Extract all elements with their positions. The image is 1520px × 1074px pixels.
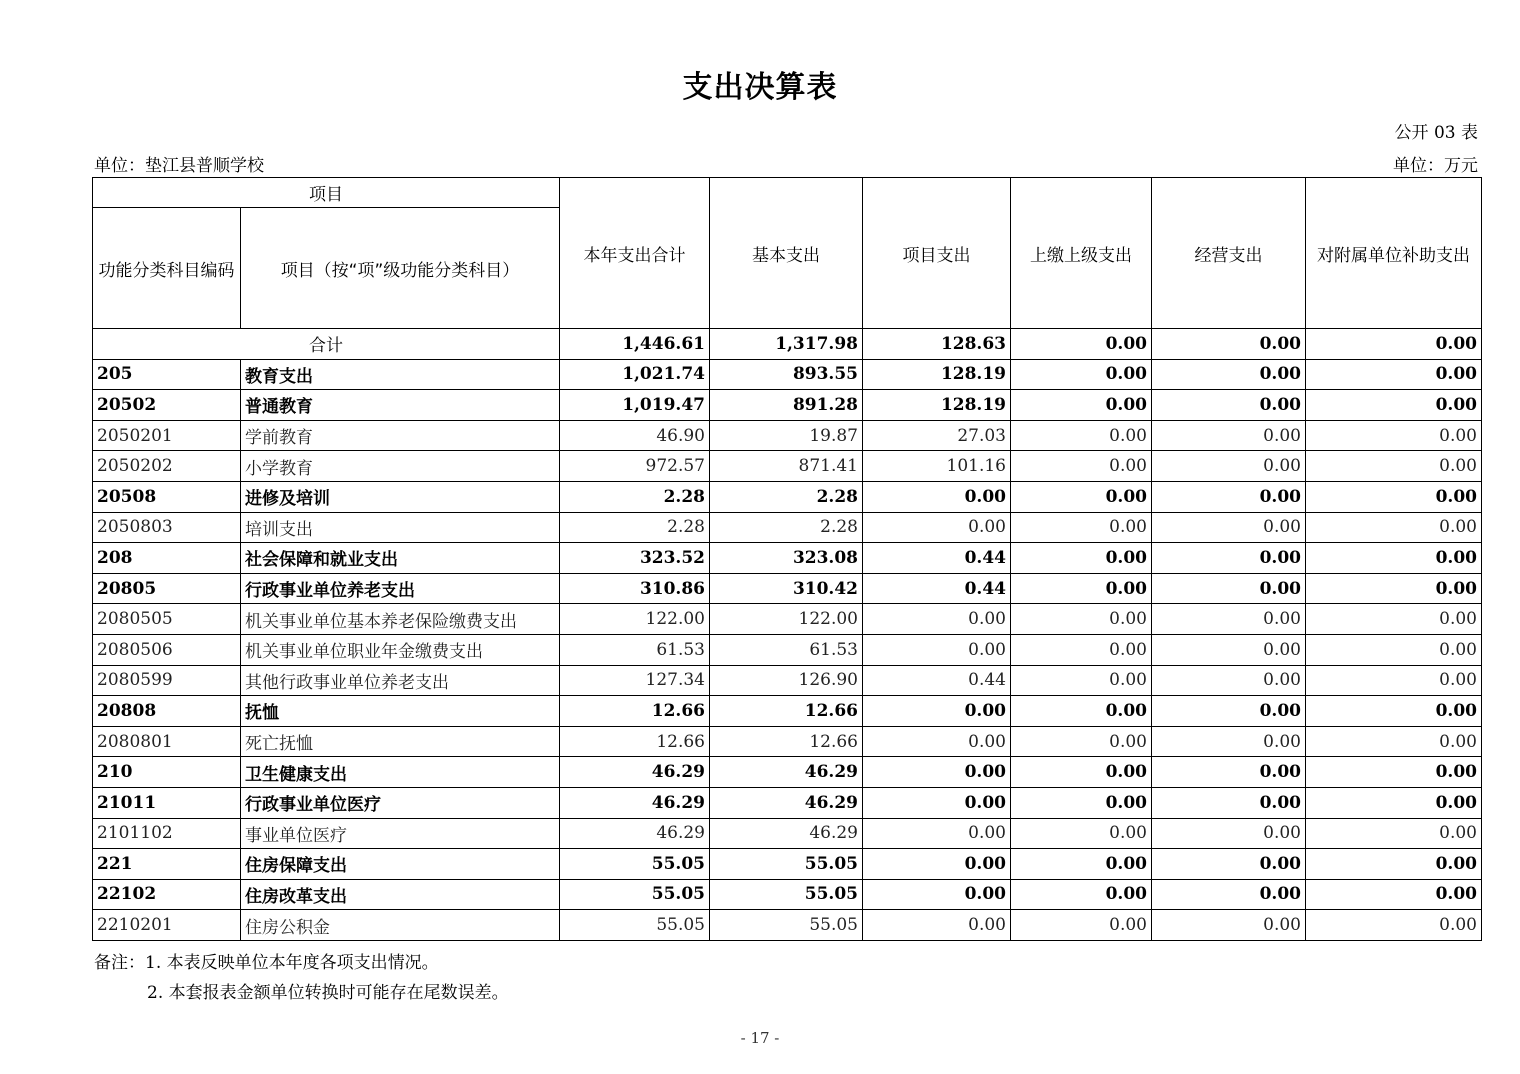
row-value-cell: 12.66 — [710, 726, 863, 757]
row-value-cell: 0.00 — [1152, 451, 1306, 482]
row-value-cell: 55.05 — [710, 910, 863, 941]
row-value-cell: 0.00 — [1152, 512, 1306, 543]
row-value-cell: 2.28 — [710, 512, 863, 543]
table-row — [93, 665, 1482, 696]
table-row — [93, 726, 1482, 757]
row-value-cell: 310.42 — [710, 573, 863, 604]
row-value-cell: 0.00 — [1152, 665, 1306, 696]
table-row — [93, 451, 1482, 482]
row-value-cell: 0.00 — [1011, 879, 1152, 910]
row-value-cell: 12.66 — [710, 696, 863, 727]
row-value-cell: 55.05 — [710, 879, 863, 910]
row-value-cell: 46.29 — [560, 757, 710, 788]
row-name: 行政事业单位养老支出 — [241, 573, 560, 604]
row-value-cell: 0.00 — [1306, 359, 1482, 390]
total-cell: 0.00 — [1306, 329, 1482, 360]
header-subsidy: 对附属单位补助支出 — [1306, 178, 1482, 329]
row-value-cell: 2.28 — [560, 481, 710, 512]
row-value-cell: 126.90 — [710, 665, 863, 696]
row-name: 进修及培训 — [241, 481, 560, 512]
row-value-cell: 0.00 — [1011, 604, 1152, 635]
row-name: 教育支出 — [241, 359, 560, 390]
row-value-cell: 310.86 — [560, 573, 710, 604]
row-value-cell: 0.00 — [863, 879, 1011, 910]
row-value-cell: 0.00 — [863, 481, 1011, 512]
row-value-cell: 0.00 — [1306, 420, 1482, 451]
row-value-cell: 0.00 — [863, 757, 1011, 788]
table-row — [93, 512, 1482, 543]
row-value-cell: 0.00 — [1152, 787, 1306, 818]
row-value-cell: 122.00 — [710, 604, 863, 635]
table-row — [93, 634, 1482, 665]
row-value-cell: 0.00 — [1306, 879, 1482, 910]
expenditure-table — [92, 177, 1482, 941]
row-value-cell: 0.00 — [1152, 818, 1306, 849]
table-row — [93, 696, 1482, 727]
row-value-cell: 128.19 — [863, 359, 1011, 390]
row-value-cell: 0.00 — [1306, 787, 1482, 818]
note-line-1: 备注：1. 本表反映单位本年度各项支出情况。 — [94, 953, 439, 973]
header-basic: 基本支出 — [710, 178, 863, 329]
row-value-cell: 55.05 — [560, 849, 710, 880]
row-value-cell: 19.87 — [710, 420, 863, 451]
row-name: 学前教育 — [241, 420, 560, 451]
note-line-2: 2. 本套报表金额单位转换时可能存在尾数误差。 — [147, 983, 509, 1003]
row-code: 20808 — [93, 696, 241, 727]
organization-unit: 单位：垫江县普顺学校 — [94, 156, 264, 176]
row-value-cell: 1,021.74 — [560, 359, 710, 390]
row-value-cell: 0.00 — [1011, 910, 1152, 941]
row-value-cell: 0.00 — [1011, 665, 1152, 696]
row-code: 20805 — [93, 573, 241, 604]
page-title: 支出决算表 — [682, 70, 838, 105]
row-value-cell: 0.00 — [863, 849, 1011, 880]
row-value-cell: 0.00 — [1152, 420, 1306, 451]
row-value-cell: 0.00 — [1011, 726, 1152, 757]
row-value-cell: 0.00 — [863, 634, 1011, 665]
row-value-cell: 127.34 — [560, 665, 710, 696]
row-value-cell: 0.00 — [1306, 573, 1482, 604]
row-name: 机关事业单位职业年金缴费支出 — [241, 634, 560, 665]
row-value-cell: 46.29 — [710, 787, 863, 818]
row-value-cell: 61.53 — [560, 634, 710, 665]
row-value-cell: 0.00 — [863, 818, 1011, 849]
row-name: 住房公积金 — [241, 910, 560, 941]
row-code: 2050803 — [93, 512, 241, 543]
row-code: 205 — [93, 359, 241, 390]
table-row — [93, 910, 1482, 941]
row-value-cell: 0.00 — [863, 604, 1011, 635]
row-value-cell: 61.53 — [710, 634, 863, 665]
row-value-cell: 46.29 — [560, 818, 710, 849]
row-value-cell: 128.19 — [863, 390, 1011, 421]
table-row — [93, 420, 1482, 451]
total-label: 合计 — [93, 329, 560, 360]
table-row — [93, 573, 1482, 604]
row-value-cell: 0.00 — [1152, 726, 1306, 757]
row-value-cell: 0.00 — [1011, 543, 1152, 574]
row-value-cell: 0.00 — [1306, 696, 1482, 727]
row-value-cell: 0.00 — [1011, 787, 1152, 818]
table-row — [93, 818, 1482, 849]
row-value-cell: 323.08 — [710, 543, 863, 574]
row-value-cell: 122.00 — [560, 604, 710, 635]
row-value-cell: 46.29 — [560, 787, 710, 818]
row-value-cell: 0.00 — [1152, 604, 1306, 635]
row-value-cell: 12.66 — [560, 726, 710, 757]
row-value-cell: 0.00 — [1306, 634, 1482, 665]
total-row — [93, 329, 1482, 360]
row-name: 社会保障和就业支出 — [241, 543, 560, 574]
row-name: 抚恤 — [241, 696, 560, 727]
row-value-cell: 0.00 — [1306, 726, 1482, 757]
row-code: 2080599 — [93, 665, 241, 696]
row-value-cell: 0.00 — [1306, 849, 1482, 880]
row-value-cell: 0.00 — [863, 696, 1011, 727]
header-upper-level: 上缴上级支出 — [1011, 178, 1152, 329]
row-value-cell: 972.57 — [560, 451, 710, 482]
row-value-cell: 0.00 — [1011, 573, 1152, 604]
row-name: 卫生健康支出 — [241, 757, 560, 788]
row-code: 21011 — [93, 787, 241, 818]
row-value-cell: 0.00 — [1306, 512, 1482, 543]
row-value-cell: 0.00 — [863, 726, 1011, 757]
row-value-cell: 0.00 — [1306, 481, 1482, 512]
total-cell: 128.63 — [863, 329, 1011, 360]
row-value-cell: 55.05 — [560, 910, 710, 941]
row-name: 住房改革支出 — [241, 879, 560, 910]
table-row — [93, 604, 1482, 635]
page-number: - 17 - — [740, 1029, 780, 1047]
row-value-cell: 27.03 — [863, 420, 1011, 451]
row-value-cell: 0.00 — [863, 910, 1011, 941]
row-value-cell: 0.00 — [1306, 665, 1482, 696]
row-code: 2080505 — [93, 604, 241, 635]
row-value-cell: 0.44 — [863, 573, 1011, 604]
total-cell: 0.00 — [1011, 329, 1152, 360]
row-value-cell: 46.29 — [710, 757, 863, 788]
row-value-cell: 0.00 — [1152, 849, 1306, 880]
row-code: 208 — [93, 543, 241, 574]
total-cell: 1,446.61 — [560, 329, 710, 360]
row-code: 210 — [93, 757, 241, 788]
header-code: 功能分类科目编码 — [93, 208, 241, 329]
row-name: 行政事业单位医疗 — [241, 787, 560, 818]
row-value-cell: 55.05 — [560, 879, 710, 910]
row-value-cell: 46.29 — [710, 818, 863, 849]
row-value-cell: 0.44 — [863, 665, 1011, 696]
row-code: 2101102 — [93, 818, 241, 849]
row-value-cell: 0.00 — [1011, 849, 1152, 880]
row-value-cell: 2.28 — [710, 481, 863, 512]
table-row — [93, 481, 1482, 512]
row-value-cell: 0.00 — [863, 787, 1011, 818]
row-value-cell: 0.00 — [863, 512, 1011, 543]
row-value-cell: 0.00 — [1152, 573, 1306, 604]
row-name: 机关事业单位基本养老保险缴费支出 — [241, 604, 560, 635]
row-value-cell: 0.00 — [1152, 543, 1306, 574]
row-value-cell: 0.00 — [1306, 543, 1482, 574]
header-project: 项目 — [93, 178, 560, 208]
row-value-cell: 0.00 — [1152, 879, 1306, 910]
table-row — [93, 849, 1482, 880]
row-name: 住房保障支出 — [241, 849, 560, 880]
row-value-cell: 0.00 — [1306, 818, 1482, 849]
header-name: 项目（按“项”级功能分类科目） — [241, 208, 560, 329]
notes — [94, 948, 509, 1008]
row-name: 死亡抚恤 — [241, 726, 560, 757]
row-value-cell: 46.90 — [560, 420, 710, 451]
header-total: 本年支出合计 — [560, 178, 710, 329]
row-value-cell: 0.00 — [1011, 696, 1152, 727]
row-value-cell: 0.00 — [1011, 818, 1152, 849]
row-value-cell: 893.55 — [710, 359, 863, 390]
row-value-cell: 0.00 — [1152, 634, 1306, 665]
row-code: 22102 — [93, 879, 241, 910]
row-code: 2210201 — [93, 910, 241, 941]
row-value-cell: 0.00 — [1011, 634, 1152, 665]
total-cell: 0.00 — [1152, 329, 1306, 360]
row-name: 普通教育 — [241, 390, 560, 421]
row-name: 事业单位医疗 — [241, 818, 560, 849]
row-value-cell: 0.00 — [1011, 757, 1152, 788]
row-value-cell: 0.00 — [1011, 512, 1152, 543]
row-value-cell: 0.00 — [1011, 359, 1152, 390]
row-value-cell: 871.41 — [710, 451, 863, 482]
row-value-cell: 0.00 — [1011, 420, 1152, 451]
row-value-cell: 0.00 — [1306, 757, 1482, 788]
row-value-cell: 12.66 — [560, 696, 710, 727]
row-code: 2080801 — [93, 726, 241, 757]
row-code: 221 — [93, 849, 241, 880]
row-value-cell: 891.28 — [710, 390, 863, 421]
row-value-cell: 0.00 — [1306, 910, 1482, 941]
row-value-cell: 0.00 — [1152, 390, 1306, 421]
row-value-cell: 0.00 — [1011, 481, 1152, 512]
header-project-expenditure: 项目支出 — [863, 178, 1011, 329]
total-cell: 1,317.98 — [710, 329, 863, 360]
row-value-cell: 2.28 — [560, 512, 710, 543]
row-code: 20502 — [93, 390, 241, 421]
table-row — [93, 879, 1482, 910]
row-value-cell: 0.00 — [1152, 359, 1306, 390]
row-value-cell: 0.00 — [1152, 757, 1306, 788]
row-value-cell: 0.00 — [1152, 910, 1306, 941]
row-value-cell: 0.00 — [1306, 390, 1482, 421]
row-value-cell: 323.52 — [560, 543, 710, 574]
row-code: 20508 — [93, 481, 241, 512]
row-value-cell: 0.00 — [1011, 390, 1152, 421]
row-value-cell: 1,019.47 — [560, 390, 710, 421]
row-name: 培训支出 — [241, 512, 560, 543]
table-row — [93, 787, 1482, 818]
row-name: 小学教育 — [241, 451, 560, 482]
row-value-cell: 0.00 — [1306, 451, 1482, 482]
row-value-cell: 55.05 — [710, 849, 863, 880]
row-code: 2050201 — [93, 420, 241, 451]
row-value-cell: 101.16 — [863, 451, 1011, 482]
table-row — [93, 757, 1482, 788]
currency-unit: 单位：万元 — [1393, 156, 1478, 176]
row-code: 2050202 — [93, 451, 241, 482]
header-business: 经营支出 — [1152, 178, 1306, 329]
table-row — [93, 359, 1482, 390]
row-value-cell: 0.00 — [1306, 604, 1482, 635]
form-number: 公开 03 表 — [1394, 123, 1478, 143]
table-row — [93, 543, 1482, 574]
table-row — [93, 390, 1482, 421]
row-code: 2080506 — [93, 634, 241, 665]
row-value-cell: 0.00 — [1011, 451, 1152, 482]
row-value-cell: 0.44 — [863, 543, 1011, 574]
row-value-cell: 0.00 — [1152, 481, 1306, 512]
row-value-cell: 0.00 — [1152, 696, 1306, 727]
row-name: 其他行政事业单位养老支出 — [241, 665, 560, 696]
